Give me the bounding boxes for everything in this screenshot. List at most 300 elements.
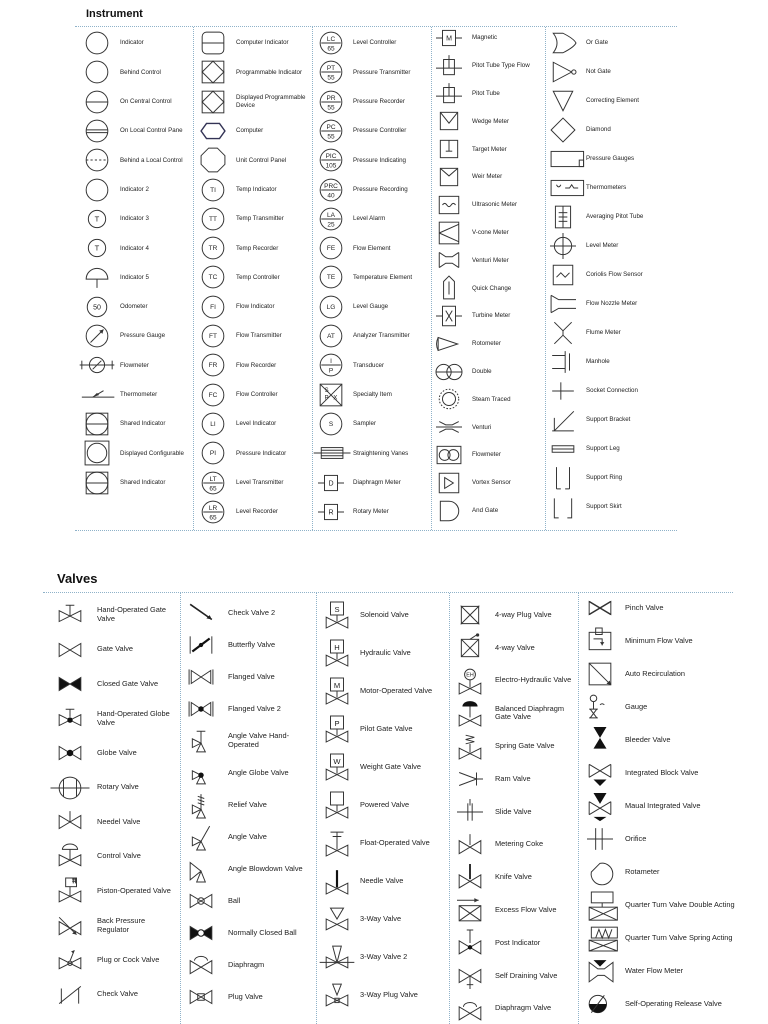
lettered-valve-icon: [324, 754, 350, 780]
svg-text:D: D: [328, 480, 334, 488]
valves-symbol-item: [186, 952, 314, 978]
hexagon-icon: [200, 118, 226, 144]
turbine-meter-icon: [436, 303, 462, 329]
symbol-label: Relief Valve: [228, 799, 267, 809]
symbol-label: Wedge Meter: [472, 117, 510, 125]
symbol-label: Diamond: [586, 126, 611, 134]
valves-symbol-item: [322, 792, 448, 818]
integrated-block-icon: [587, 760, 613, 786]
valves-symbol-item: [455, 602, 577, 628]
symbol-label: Hand-Operated Gate Valve: [97, 605, 167, 623]
symbol-label: Flanged Valve: [228, 671, 275, 681]
v-cone-meter-icon: [436, 220, 462, 246]
symbol-label: Quick Change: [472, 284, 512, 292]
symbol-label: Support Skirt: [586, 503, 622, 511]
svg-text:55: 55: [327, 74, 335, 82]
angle-valve-icon: [188, 824, 214, 850]
instrument-symbol-item: [434, 442, 544, 468]
instrument-symbol-item: [198, 147, 310, 173]
valves-symbol-item: [55, 775, 179, 801]
svg-text:P: P: [328, 367, 334, 375]
circle-code-icon: [318, 59, 344, 85]
valves-symbol-item: [55, 809, 179, 835]
symbol-label: Temp Transmitter: [236, 215, 284, 223]
valves-symbol-item: [455, 897, 577, 923]
symbol-label: Pressure Transmitter: [353, 68, 411, 76]
diaphragm-icon: [188, 952, 214, 978]
symbol-label: Angle Valve Hand-Operated: [228, 731, 290, 749]
instrument-symbol-item: [198, 323, 310, 349]
instrument-symbol-item: [198, 235, 310, 261]
valves-symbol-item: [585, 892, 735, 918]
symbol-label: Piston-Operated Valve: [97, 885, 171, 895]
pitot-tube-icon: [436, 81, 462, 107]
svg-text:FI: FI: [210, 303, 216, 311]
symbol-label: 4-way Plug Valve: [495, 609, 552, 619]
instrument-symbol-item: [434, 470, 544, 496]
instrument-symbol-item: [434, 53, 544, 79]
svg-text:PC: PC: [326, 123, 336, 131]
svg-text:LT: LT: [209, 475, 217, 483]
svg-text:FR: FR: [208, 362, 218, 370]
symbol-label: 3-Way Valve 2: [360, 951, 408, 961]
support-skirt-icon: [550, 494, 576, 520]
rotometer-icon: [436, 331, 462, 357]
symbol-label: Pressure Recorder: [353, 98, 405, 106]
valves-symbol-item: [585, 793, 735, 819]
valves-symbol-item: [585, 826, 735, 852]
instrument-symbol-item: [316, 440, 430, 466]
hand-globe-valve-icon: [57, 706, 83, 732]
symbol-label: Level Alarm: [353, 215, 386, 223]
bowtie-filled-icon: [57, 671, 83, 697]
circle-code-icon: [200, 235, 226, 261]
relief-valve-icon: [188, 792, 214, 818]
valves-symbol-item: [455, 700, 577, 726]
symbol-label: Ram Valve: [495, 773, 531, 783]
instrument-symbol-item: [82, 206, 192, 232]
circle-code-icon: [200, 264, 226, 290]
instrument-symbol-item: [316, 382, 430, 408]
valves-symbol-item: [322, 640, 448, 666]
instrument-symbol-item: [434, 303, 544, 329]
instrument-symbol-item: [434, 386, 544, 412]
instrument-symbol-item: [316, 235, 430, 261]
symbol-label: Needle Valve: [360, 875, 404, 885]
symbol-label: Diaphragm: [228, 959, 265, 969]
instrument-symbol-item: [198, 352, 310, 378]
instrument-column-divider: [545, 27, 546, 530]
symbol-label: Indicator 2: [120, 185, 149, 193]
symbol-label: Diaphragm Meter: [353, 478, 401, 486]
symbol-label: On Central Control: [120, 98, 172, 106]
straightening-vanes-icon: [318, 440, 344, 466]
svg-text:T: T: [94, 243, 100, 253]
valves-symbol-item: [585, 958, 735, 984]
symbol-label: Level Transmitter: [236, 478, 284, 486]
symbol-label: Analyzer Transmitter: [353, 332, 410, 340]
instrument-symbol-item: [198, 30, 310, 56]
valves-symbol-item: [186, 600, 314, 626]
support-bracket-icon: [550, 407, 576, 433]
instrument-symbol-item: [316, 30, 430, 56]
symbol-label: Flow Element: [353, 244, 391, 252]
svg-text:65: 65: [209, 514, 217, 522]
instrument-column-divider: [193, 27, 194, 530]
valves-top-divider: [43, 592, 733, 593]
symbol-label: Hand-Operated Globe Valve: [97, 708, 170, 727]
instrument-symbol-item: [198, 470, 310, 496]
symbol-label: Angle Globe Valve: [228, 767, 289, 777]
svg-text:LA: LA: [327, 211, 335, 219]
piston-valve-icon: [57, 878, 83, 904]
instrument-symbol-item: [316, 352, 430, 378]
valves-symbol-item: [322, 678, 448, 704]
symbol-label: Needel Valve: [97, 816, 141, 826]
instrument-symbol-item: [548, 465, 676, 491]
instrument-symbol-item: [548, 320, 676, 346]
symbol-label: Auto Recirculation: [625, 668, 685, 678]
circle-code-icon: [200, 352, 226, 378]
pinch-valve-icon: [587, 595, 613, 621]
symbol-label: Knife Valve: [495, 872, 532, 882]
valves-symbol-item: [585, 760, 735, 786]
instrument-symbol-item: [198, 264, 310, 290]
instrument-symbol-item: [548, 494, 676, 520]
symbol-label: Diaphragm Valve: [495, 1003, 552, 1013]
symbol-label: Thermometer: [120, 391, 158, 399]
triangle-down-icon: [550, 88, 576, 114]
valves-symbol-item: [585, 859, 735, 885]
plug-valve-icon: [188, 984, 214, 1010]
instrument-bottom-divider: [75, 530, 677, 531]
instrument-symbol-item: [198, 382, 310, 408]
symbol-label: Temperature Element: [353, 273, 413, 281]
valves-symbol-item: [455, 996, 577, 1022]
diamond-in-square-icon: [200, 89, 226, 115]
symbol-label: Integrated Block Valve: [625, 767, 699, 777]
svg-text:W: W: [333, 756, 341, 766]
symbol-label: Angle Blowdown Valve: [228, 863, 303, 873]
symbol-label: Displayed Programmable Device: [236, 94, 306, 109]
plug-cock-icon: [57, 947, 83, 973]
circle-code-icon: [318, 411, 344, 437]
double-circle-icon: [436, 359, 462, 385]
instrument-symbol-item: [548, 262, 676, 288]
symbol-label: Flowmeter: [472, 451, 501, 459]
symbol-label: Temp Indicator: [236, 185, 277, 193]
symbol-label: Support Ring: [586, 474, 623, 482]
symbol-label: 4-way Valve: [495, 642, 535, 652]
instrument-symbol-item: [548, 291, 676, 317]
symbol-label: 3-Way Valve: [360, 913, 402, 923]
self-operating-icon: [587, 991, 613, 1017]
valves-symbol-item: [585, 628, 735, 654]
symbol-label: Bleeder Valve: [625, 734, 671, 744]
lettered-valve-icon: [324, 602, 350, 628]
symbol-label: Gauge: [625, 701, 648, 711]
symbol-label: Thermometers: [586, 184, 627, 192]
svg-text:EH: EH: [466, 672, 474, 679]
instrument-symbol-item: [316, 147, 430, 173]
valves-symbol-item: [585, 694, 735, 720]
flowmeter-icon: [84, 352, 110, 378]
butterfly-valve-icon: [188, 632, 214, 658]
circle-code-icon: [318, 30, 344, 56]
valves-symbol-item: [455, 766, 577, 792]
flow-nozzle-icon: [550, 291, 576, 317]
svg-text:P: P: [324, 394, 329, 401]
symbol-label: Butterfly Valve: [228, 639, 276, 649]
svg-text:T: T: [94, 214, 100, 224]
three-way-plug-icon: [324, 982, 350, 1008]
symbol-label: Unit Control Panel: [236, 156, 287, 164]
valves-symbol-item: [186, 792, 314, 818]
instrument-symbol-item: [82, 440, 192, 466]
instrument-symbol-item: [434, 220, 544, 246]
symbol-label: Self Draining Valve: [495, 970, 558, 980]
instrument-column-divider: [431, 27, 432, 530]
symbol-label: Excess Flow Valve: [495, 904, 557, 914]
symbol-label: Pressure Recording: [353, 185, 408, 193]
valves-symbol-item: [322, 906, 448, 932]
instrument-symbol-item: [82, 294, 192, 320]
symbol-label: Correcting Element: [586, 97, 639, 105]
knife-valve-icon: [457, 864, 483, 890]
svg-text:LC: LC: [326, 35, 336, 43]
symbol-label: Not Gate: [586, 68, 611, 76]
pitot-tube-icon: [436, 53, 462, 79]
instrument-symbol-item: [434, 164, 544, 190]
instrument-symbol-item: [198, 59, 310, 85]
valves-column-divider: [316, 593, 317, 1024]
symbol-label: Venturi Meter: [472, 256, 509, 264]
instrument-symbol-item: [434, 192, 544, 218]
symbol-label: V-cone Meter: [472, 229, 509, 237]
instrument-symbol-item: [198, 206, 310, 232]
instrument-symbol-item: [434, 81, 544, 107]
water-flow-meter-icon: [587, 958, 613, 984]
valves-symbol-item: [455, 832, 577, 858]
instrument-symbol-item: [316, 323, 430, 349]
rotary-valve-icon: [57, 775, 83, 801]
svg-text:105: 105: [325, 162, 337, 170]
circle-code-icon: [200, 323, 226, 349]
flowmeter-box-icon: [436, 442, 462, 468]
circle-code-icon: [318, 177, 344, 203]
symbol-label: Pitot Tube: [472, 90, 500, 98]
instrument-symbol-item: [316, 294, 430, 320]
valves-column-divider: [180, 593, 181, 1024]
symbol-label: Globe Valve: [97, 747, 137, 757]
instrument-symbol-item: [548, 378, 676, 404]
symbol-label: Flow Nozzle Meter: [586, 300, 638, 308]
svg-text:TT: TT: [209, 215, 217, 223]
valves-symbol-item: [55, 706, 179, 732]
valves-symbol-item: [455, 864, 577, 890]
or-gate-icon: [550, 30, 576, 56]
valves-symbol-item: [585, 661, 735, 687]
instrument-symbol-item: [548, 117, 676, 143]
circle-code-icon: [200, 294, 226, 320]
symbol-label: Coriolis Flow Sensor: [586, 271, 643, 279]
instrument-symbol-item: [198, 177, 310, 203]
svg-text:LG: LG: [326, 303, 336, 311]
symbol-label: Pinch Valve: [625, 602, 664, 612]
symbol-label: Vortex Sensor: [472, 479, 511, 487]
minimum-flow-icon: [587, 628, 613, 654]
circle-code-icon: [200, 499, 226, 525]
instrument-symbol-item: [548, 349, 676, 375]
level-meter-icon: [550, 233, 576, 259]
svg-text:40: 40: [327, 192, 335, 200]
symbol-label: Shared Indicator: [120, 420, 166, 428]
valves-symbol-item: [585, 925, 735, 951]
valves-symbol-item: [322, 982, 448, 1008]
svg-text:PI: PI: [209, 450, 217, 458]
steam-traced-icon: [436, 386, 462, 412]
symbol-label: Support Bracket: [586, 416, 631, 424]
ram-valve-icon: [457, 766, 483, 792]
ultrasonic-meter-icon: [436, 192, 462, 218]
closed-ball-icon: [188, 920, 214, 946]
svg-text:M: M: [333, 680, 341, 690]
symbol-label: Powered Valve: [360, 799, 410, 809]
and-gate-icon: [436, 498, 462, 524]
instrument-symbol-item: [82, 323, 192, 349]
symbol-label: Balanced Diaphragm Gate Valve: [495, 703, 565, 722]
symbol-label: Flow Transmitter: [236, 332, 282, 340]
circle-code-icon: [200, 206, 226, 232]
lettered-valve-icon: [324, 640, 350, 666]
half-circle-icon: [84, 264, 110, 290]
symbol-label: And Gate: [472, 507, 499, 515]
angle-globe-valve-icon: [188, 760, 214, 786]
lettered-valve-icon: [324, 678, 350, 704]
symbol-label: Maual Integrated Valve: [625, 800, 701, 810]
electro-hydraulic-icon: [457, 668, 483, 694]
symbol-label: Angle Valve: [228, 831, 267, 841]
symbol-label: Specialty Item: [353, 391, 392, 399]
quarter-turn-icon: [587, 892, 613, 918]
instrument-symbol-item: [82, 30, 192, 56]
instrument-symbol-item: [548, 204, 676, 230]
support-ring-icon: [550, 465, 576, 491]
flanged-valve-2-icon: [188, 696, 214, 722]
valves-symbol-item: [55, 637, 179, 663]
bleeder-valve-icon: [587, 727, 613, 753]
valves-symbol-item: [186, 920, 314, 946]
valves-column-divider: [449, 593, 450, 1024]
symbol-label: Indicator 4: [120, 244, 149, 252]
instrument-symbol-item: [198, 118, 310, 144]
socket-icon: [550, 378, 576, 404]
symbol-label: Post Indicator: [495, 937, 541, 947]
back-pressure-icon: [57, 913, 83, 939]
svg-text:PT: PT: [326, 65, 336, 73]
circle-icon: [84, 177, 110, 203]
instrument-symbol-item: [82, 382, 192, 408]
symbol-label: Manhole: [586, 358, 610, 366]
symbol-label: Computer Indicator: [236, 39, 289, 47]
valves-symbol-item: [55, 602, 179, 628]
instrument-symbol-item: [548, 59, 676, 85]
circle-code-icon: [200, 470, 226, 496]
svg-text:PRC: PRC: [324, 182, 338, 190]
instrument-column-divider: [312, 27, 313, 530]
symbol-label: Behind Control: [120, 68, 161, 76]
needle-valve-2-icon: [324, 868, 350, 894]
instrument-symbol-item: [548, 88, 676, 114]
pressure-gauges-icon: [550, 146, 576, 172]
symbol-label: Straightening Vanes: [353, 449, 409, 457]
valves-symbol-item: [186, 760, 314, 786]
symbol-label: Water Flow Meter: [625, 965, 684, 975]
symbol-label: Odometer: [120, 303, 148, 311]
valves-symbol-item: [55, 671, 179, 697]
svg-text:TC: TC: [208, 274, 218, 282]
valves-symbol-item: [55, 913, 179, 939]
symbol-label: Rotary Valve: [97, 782, 139, 792]
valves-symbol-item: [55, 844, 179, 870]
valves-symbol-item: [455, 799, 577, 825]
symbol-label: 3-Way Plug Valve: [360, 989, 418, 999]
instrument-top-divider: [75, 26, 677, 27]
symbol-label: Double: [472, 368, 492, 376]
vortex-sensor-icon: [436, 470, 462, 496]
symbol-label: Pressure Gauges: [586, 155, 635, 163]
not-gate-icon: [550, 59, 576, 85]
instrument-symbol-item: [434, 331, 544, 357]
instrument-symbol-item: [198, 499, 310, 525]
valves-symbol-item: [585, 595, 735, 621]
symbol-label: Or Gate: [586, 39, 609, 47]
wedge-meter-icon: [436, 108, 462, 134]
symbol-label: Level Controller: [353, 39, 397, 47]
instrument-symbol-item: [434, 247, 544, 273]
instrument-symbol-item: [316, 411, 430, 437]
instrument-symbol-item: [434, 136, 544, 162]
instrument-symbol-item: [548, 175, 676, 201]
boxed-letter-icon: [318, 499, 344, 525]
self-draining-icon: [457, 963, 483, 989]
valves-symbol-item: [186, 856, 314, 882]
valves-symbol-item: [455, 668, 577, 694]
spring-gate-icon: [457, 733, 483, 759]
symbol-label: Plug or Cock Valve: [97, 954, 160, 964]
symbol-label: Pitot Tube Type Flow: [472, 62, 530, 70]
valves-symbol-item: [585, 991, 735, 1017]
instrument-symbol-item: [316, 177, 430, 203]
metering-coke-icon: [457, 832, 483, 858]
instrument-symbol-item: [82, 264, 192, 290]
symbol-label: Slide Valve: [495, 806, 532, 816]
target-meter-icon: [436, 136, 462, 162]
symbol-label: Normally Closed Ball: [228, 927, 297, 937]
instrument-symbol-item: [82, 89, 192, 115]
symbol-label: Level Meter: [586, 242, 619, 250]
svg-text:X: X: [333, 394, 338, 401]
instrument-symbol-item: [434, 498, 544, 524]
symbol-label: Venturi: [472, 423, 492, 431]
instrument-symbol-item: [548, 436, 676, 462]
svg-text:65: 65: [209, 485, 217, 493]
venturi-icon: [436, 414, 462, 440]
symbol-label: Flow Indicator: [236, 303, 275, 311]
symbol-label: Metering Coke: [495, 839, 544, 849]
circle-code-icon: [318, 294, 344, 320]
instrument-symbol-item: [198, 440, 310, 466]
